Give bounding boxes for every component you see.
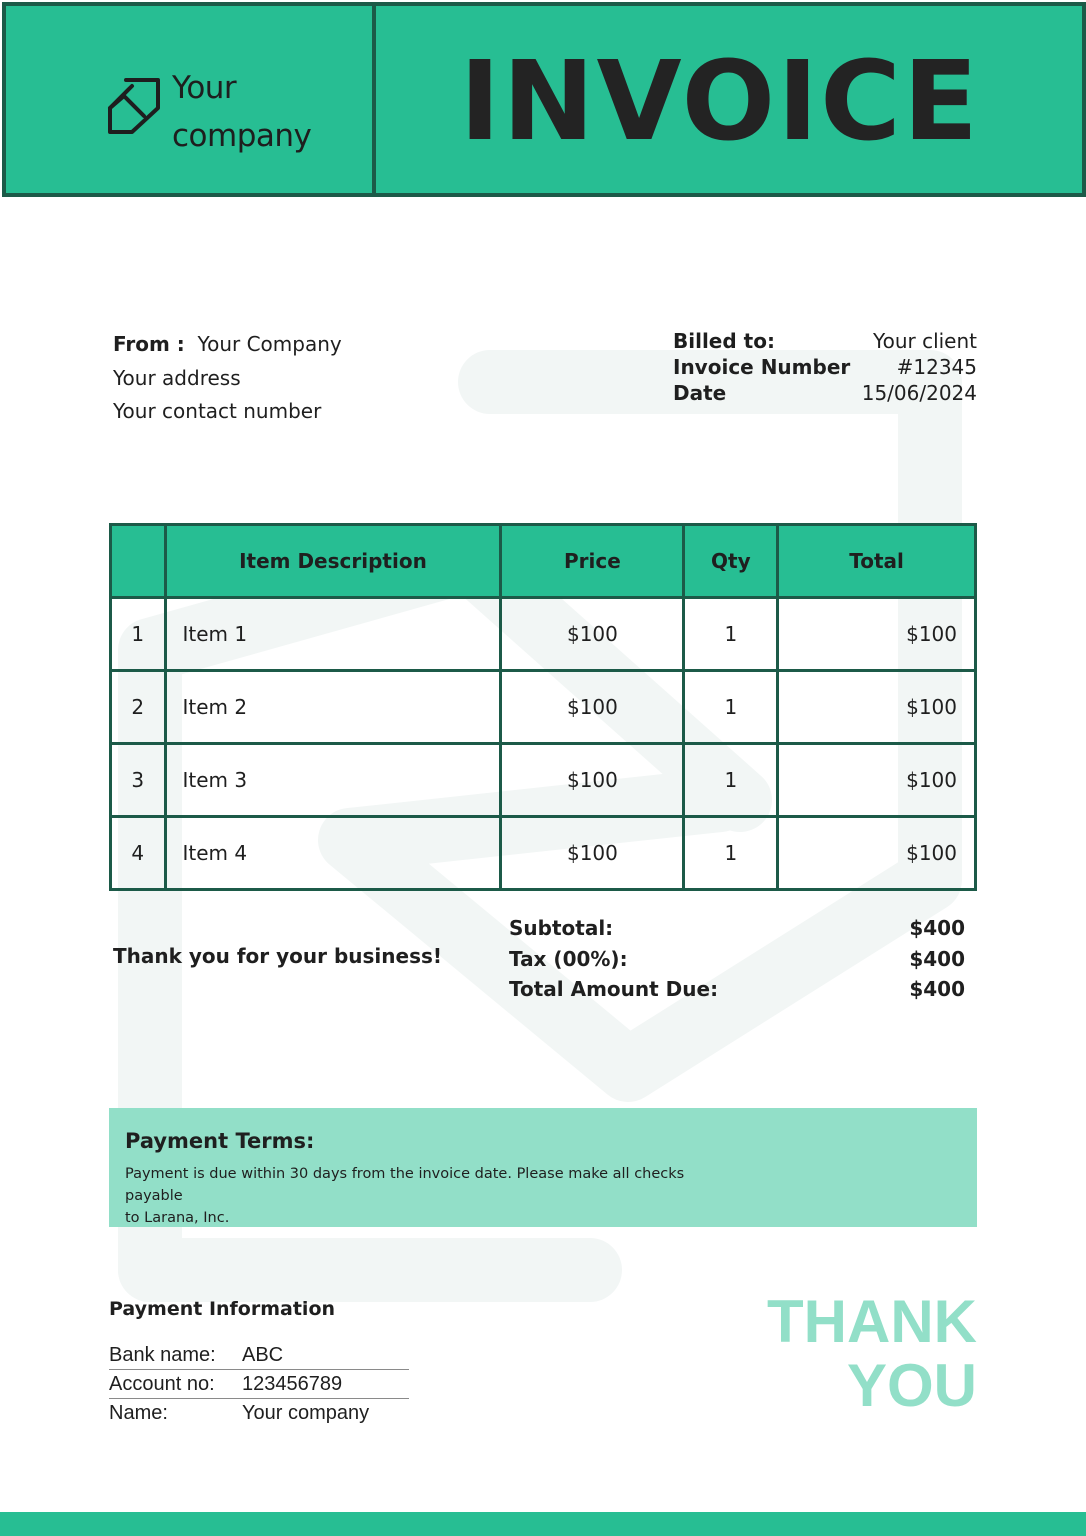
account-name-value: Your company bbox=[242, 1402, 370, 1424]
account-no-label: Account no: bbox=[109, 1373, 215, 1395]
date-value: 15/06/2024 bbox=[861, 381, 977, 405]
row-price: $100 bbox=[501, 744, 684, 817]
company-logo-icon bbox=[104, 76, 162, 138]
row-number: 1 bbox=[111, 598, 166, 671]
items-table bbox=[109, 523, 977, 891]
table-row bbox=[111, 598, 976, 671]
thank-you-line1: THANK bbox=[767, 1288, 977, 1355]
row-price: $100 bbox=[501, 817, 684, 890]
totals-block bbox=[509, 913, 965, 1005]
date-label: Date bbox=[673, 381, 727, 405]
payment-info-list bbox=[109, 1341, 409, 1427]
company-name-line2: company bbox=[172, 118, 312, 154]
from-company: Your Company bbox=[197, 332, 342, 356]
footer-bar bbox=[0, 1512, 1086, 1536]
from-address: Your address bbox=[113, 365, 241, 390]
row-price: $100 bbox=[501, 598, 684, 671]
row-number: 3 bbox=[111, 744, 166, 817]
row-number: 2 bbox=[111, 671, 166, 744]
header-qty: Qty bbox=[684, 525, 778, 598]
thanks-message: Thank you for your business! bbox=[113, 944, 443, 968]
row-description: Item 2 bbox=[165, 671, 501, 744]
from-contact: Your contact number bbox=[113, 399, 322, 423]
table-row bbox=[111, 744, 976, 817]
tax-value: $400 bbox=[909, 946, 965, 971]
invoice-title: INVOICE bbox=[459, 37, 980, 165]
row-description: Item 1 bbox=[165, 598, 501, 671]
billing-block bbox=[673, 328, 977, 406]
company-name-line1: Your bbox=[172, 70, 237, 106]
total-due-label: Total Amount Due: bbox=[509, 977, 719, 1001]
subtotal-value: $400 bbox=[909, 916, 965, 940]
invoice-number-label: Invoice Number bbox=[673, 355, 851, 379]
payment-info-title: Payment Information bbox=[109, 1298, 336, 1320]
row-total: $100 bbox=[778, 817, 976, 890]
table-row bbox=[111, 671, 976, 744]
row-total: $100 bbox=[778, 598, 976, 671]
row-number: 4 bbox=[111, 817, 166, 890]
from-label: From : bbox=[113, 332, 185, 356]
payment-terms-title: Payment Terms: bbox=[125, 1129, 315, 1153]
payment-terms-line1: Payment is due within 30 days from the invoice date. Please make all checks payable bbox=[125, 1166, 685, 1204]
tax-label: Tax (00%): bbox=[509, 946, 628, 971]
row-qty: 1 bbox=[684, 817, 778, 890]
row-qty: 1 bbox=[684, 744, 778, 817]
payment-terms-line2: to Larana, Inc. bbox=[125, 1210, 230, 1226]
row-total: $100 bbox=[778, 744, 976, 817]
total-due-value: $400 bbox=[909, 977, 965, 1001]
invoice-number-value: #12345 bbox=[896, 355, 977, 379]
header-number bbox=[111, 525, 166, 598]
row-description: Item 3 bbox=[165, 744, 501, 817]
account-name-label: Name: bbox=[109, 1402, 168, 1424]
billed-to-value: Your client bbox=[873, 329, 977, 353]
account-no-value: 123456789 bbox=[242, 1373, 343, 1395]
header-description: Item Description bbox=[165, 525, 501, 598]
header-price: Price bbox=[501, 525, 684, 598]
row-description: Item 4 bbox=[165, 817, 501, 890]
table-header-row bbox=[111, 525, 976, 598]
company-logo-text bbox=[172, 64, 311, 160]
from-block bbox=[113, 328, 342, 429]
row-qty: 1 bbox=[684, 598, 778, 671]
header-total: Total bbox=[778, 525, 976, 598]
billed-to-label: Billed to: bbox=[673, 329, 775, 353]
payment-terms-text bbox=[125, 1163, 745, 1229]
thank-you-text bbox=[700, 1290, 977, 1418]
bank-name-value: ABC bbox=[242, 1344, 284, 1366]
bank-name-label: Bank name: bbox=[109, 1344, 216, 1366]
row-price: $100 bbox=[501, 671, 684, 744]
row-total: $100 bbox=[778, 671, 976, 744]
thank-you-line2: YOU bbox=[846, 1352, 977, 1419]
row-qty: 1 bbox=[684, 671, 778, 744]
subtotal-label: Subtotal: bbox=[509, 916, 614, 940]
table-row bbox=[111, 817, 976, 890]
